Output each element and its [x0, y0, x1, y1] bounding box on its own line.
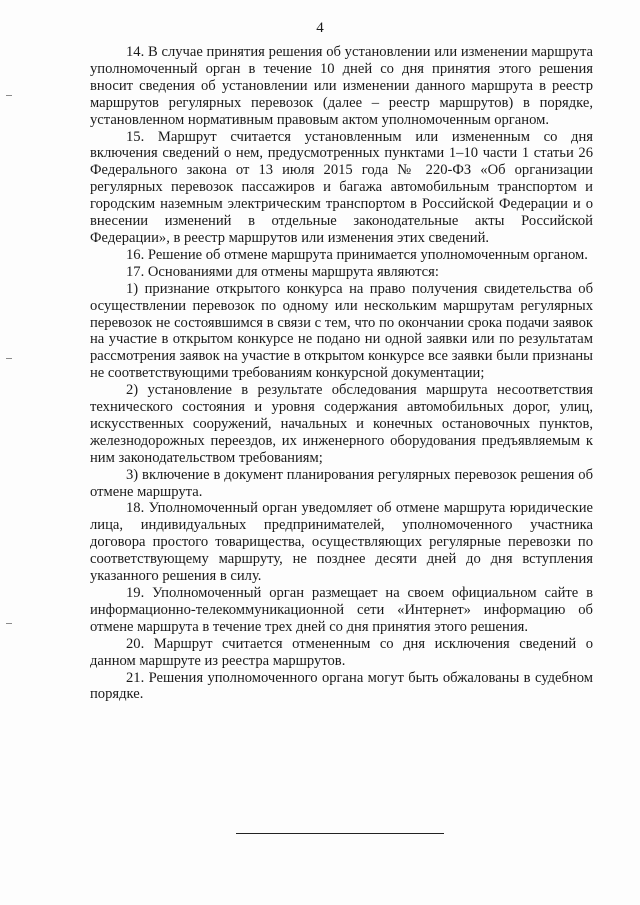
paragraph-14: 14. В случае принятия решения об установлении или изменении маршрута уполномоченный орган в течение 10 дней со дня принятия этого решения вносит сведения об установлении или изменении данного маршрута в реестр маршрутов регулярных перевозок (далее – реестр маршрутов) в порядке, установленном нормативным правовым актом уполномоченным органом. [90, 44, 593, 128]
paragraph-15: 15. Маршрут считается установленным или измененным со дня включения сведений о нем, предусмотренных пунктами 1–10 части 1 статьи 26 Федерального закона от 13 июля 2015 года № 220-ФЗ «Об организации регулярных перевозок пассажиров и багажа автомобильным транспортом и городским наземным электрическим транспортом в Российской Федерации и о внесении изменений в отдельные законодательные акты Российской Федерации», в реестр маршрутов или изменения этих сведений. [90, 128, 593, 246]
list-item-1: 1) признание открытого конкурса на право получения свидетельства об осуществлении перевозок по одному или нескольким маршрутам регулярных перевозок не состоявшимся в связи с тем, что по окончании срока подачи заявок на участие в открытом конкурсе не подано ни одной заявки или по результатам рассмотрения заявок на участие в открытом конкурсе все заявки были признаны не соответствующими требованиям конкурсной документации; [90, 280, 593, 382]
paragraph-19: 19. Уполномоченный орган размещает на своем официальном сайте в информационно-телекоммуникационной сети «Интернет» информацию об отмене маршрута в течение трех дней со дня принятия этого решения. [90, 585, 593, 635]
paragraph-17: 17. Основаниями для отмены маршрута являются: [126, 263, 439, 280]
document-body [90, 44, 593, 703]
page-number: 4 [316, 20, 324, 36]
scan-margin-mark [6, 95, 12, 96]
paragraph-16: 16. Решение об отмене маршрута принимается уполномоченным органом. [126, 246, 588, 263]
scan-margin-mark [6, 623, 12, 624]
list-item-2: 2) установление в результате обследования маршрута несоответствия технического состояния и уровня содержания автомобильных дорог, улиц, искусственных сооружений, начальных и конечных остановочных пунктов, железнодорожных переездов, их инженерного оборудования предъявляемым к ним законодательством требованиям; [90, 382, 593, 466]
paragraph-18: 18. Уполномоченный орган уведомляет об отмене маршрута юридические лица, индивидуальных предпринимателей, уполномоченного участника договора простого товарищества, осуществляющих регулярные перевозки по соответствующему маршруту, не позднее десяти дней до дня вступления указанного решения в силу. [90, 500, 593, 585]
paragraph-21: 21. Решения уполномоченного органа могут быть обжалованы в судебном порядке. [90, 669, 593, 703]
list-item-3: 3) включение в документ планирования регулярных перевозок решения об отмене маршрута. [90, 466, 593, 500]
paragraph-20: 20. Маршрут считается отмененным со дня исключения сведений о данном маршруте из реестра маршрутов. [90, 635, 593, 669]
closing-rule [236, 833, 444, 834]
scan-margin-mark [6, 358, 12, 359]
